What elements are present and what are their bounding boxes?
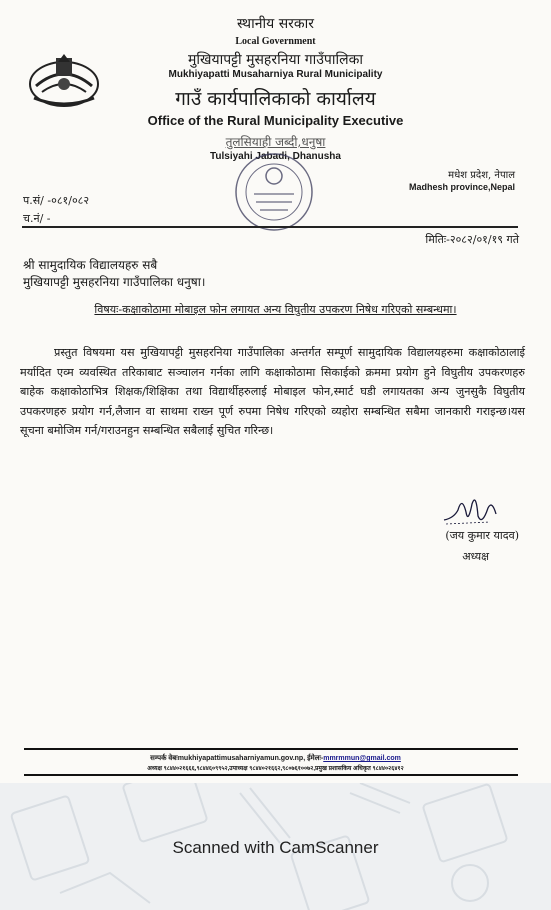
footer-website-label: सम्पर्क वेबः (150, 755, 178, 762)
footer-bottom-rule (24, 774, 518, 776)
reference-number: प.सं/ -०८१/०८२ (23, 194, 90, 207)
footer-email: mmrmmun@gmail.com (323, 755, 401, 762)
signature-icon (440, 490, 500, 530)
province-np: मधेश प्रदेश, नेपाल (448, 170, 515, 181)
office-title-np: गाउँ कार्यपालिकाको कार्यालय (175, 88, 376, 110)
location-np: तुलसियाही जब्दी,धनुषा (225, 135, 326, 149)
addressee-line-2: मुखियापट्टी मुसहरनिया गाउँपालिका धनुषा। (23, 275, 206, 289)
office-title-en: Office of the Rural Municipality Executive (147, 113, 404, 128)
header-divider (22, 226, 518, 228)
signatory-name: (जय कुमार यादव) (445, 529, 519, 542)
footer-phones: अध्यक्ष ९८४४०२१६६६,९८४४६०९९५२,उपाध्यक्ष ९८४४०२१६६२,९८०७६१००७२,प्रमुख प्रशासकिय अधिकृत ९८४४०२६४१२ (147, 766, 404, 772)
footer-website: mukhiyapattimusaharniyamun.gov.np, (177, 755, 306, 762)
signatory-title: अध्यक्ष (462, 550, 489, 563)
location-en: Tulsiyahi Jabadi, Dhanusha (210, 151, 341, 162)
local-government-en: Local Government (235, 36, 316, 47)
addressee-line-1: श्री सामुदायिक विद्यालयहरु सबै (23, 258, 158, 272)
footer-top-rule (24, 748, 518, 750)
local-government-np: स्थानीय सरकार (237, 16, 314, 32)
subject-line: विषयः-कक्षाकोठामा मोबाइल फोन लगायत अन्य विघुतीय उपकरण निषेध गरिएको सम्बन्धमा। (94, 303, 457, 316)
province-en: Madhesh province,Nepal (408, 182, 515, 192)
footer-contact (0, 754, 551, 763)
letter-date: मितिः-२०८२/०१/१९ गते (425, 233, 519, 246)
footer-email-label: ईमेलः- (307, 755, 324, 762)
office-stamp-icon (232, 150, 316, 234)
dispatch-number: च.नं/ - (23, 212, 51, 225)
camscanner-watermark: Scanned with CamScanner (172, 838, 379, 857)
municipality-name-np: मुखियापट्टी मुसहरनिया गाउँपालिका (188, 52, 363, 68)
letter-body: प्रस्तुत विषयमा यस मुखियापट्टी मुसहरनिया गाउँपालिका अन्तर्गत सम्पूर्ण सामुदायिक विद्यालयहरुमा कक्षाकोठालाई मर्यादित एव्म व्यवस्थित तरिकाबाट सञ्चालन गर्नका लागि कक्षाकोठामा सिकाईको क्रममा प्रयोग हुने विघुतीय उपकरणहरु बाहेक कक्षाकोठाभित्र शिक्षक/शिक्षिका तथा विद्यार्थीहरुलाई मोबाइल फोन,स्मार्ट घडी लगायतका अन्य जुनसुकै विघुतीय उपकरणहरु प्रयोग गर्न,लैजान वा साथमा राख्न पूर्ण रुपमा निषेध गरिएको व्यहोरा सम्बन्धित सबैमा जानकारी गराइन्छ।यस सूचना बमोजिम गर्न/गराउनहुन सम्बन्धित सबैलाई सुचित गरिन्छ। (20, 346, 525, 437)
municipality-name-en: Mukhiyapatti Musaharniya Rural Municipality (168, 69, 383, 80)
